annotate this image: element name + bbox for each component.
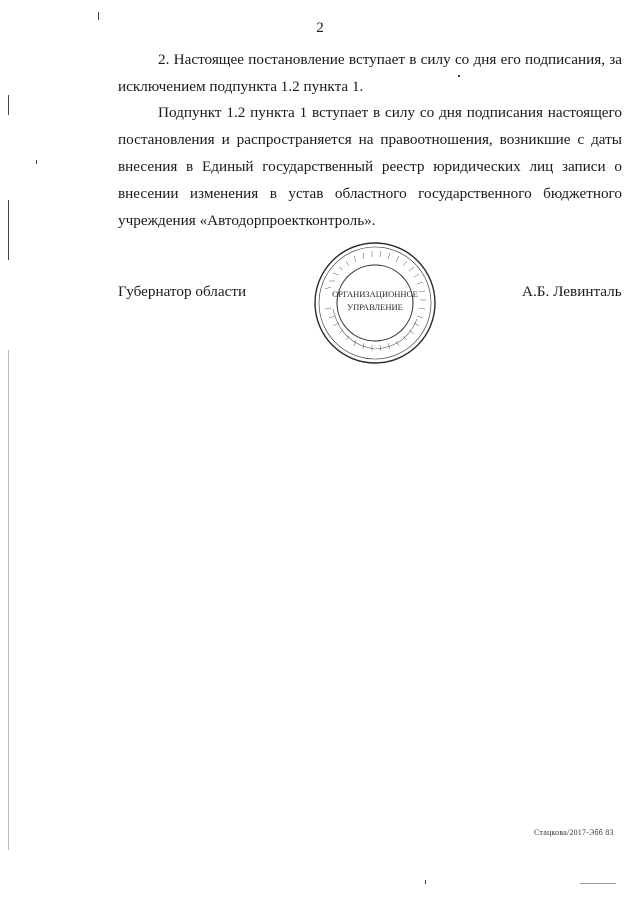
paragraph-subclause-effective: Подпункт 1.2 пункта 1 вступает в силу со дня подписания настоящего постановления и распространяется на правоотношения, возникшие с даты внесения в Единый государственный реестр юридических лиц записи о внесении изменения в устав областного государственного бюджетного учреждения «Автодорпроектконтроль». [118, 104, 622, 229]
paragraph-effective-date: 2. Настоящее постановление вступает в силу со дня его подписания, за исключением подпункта 1.2 пункта 1. [118, 51, 622, 95]
scan-margin-mark [8, 200, 9, 260]
scan-margin-mark [425, 880, 426, 884]
page-number: 2 [316, 20, 324, 36]
scan-margin-mark [98, 12, 99, 20]
scan-margin-mark [580, 883, 616, 884]
scan-margin-mark [36, 160, 37, 164]
seal-text-line1: ОРГАНИЗАЦИОННОЕ [332, 289, 418, 299]
signatory-position: Губернатор области [118, 283, 247, 300]
signatory-name: А.Б. Левинталь [522, 283, 622, 300]
official-seal-stamp [311, 239, 439, 367]
scan-margin-mark [8, 350, 9, 850]
seal-text-line2: УПРАВЛЕНИЕ [347, 302, 403, 312]
scan-margin-mark [8, 95, 9, 115]
document-footer-code: Стацкова/2017-Эбб 83 [534, 828, 614, 837]
